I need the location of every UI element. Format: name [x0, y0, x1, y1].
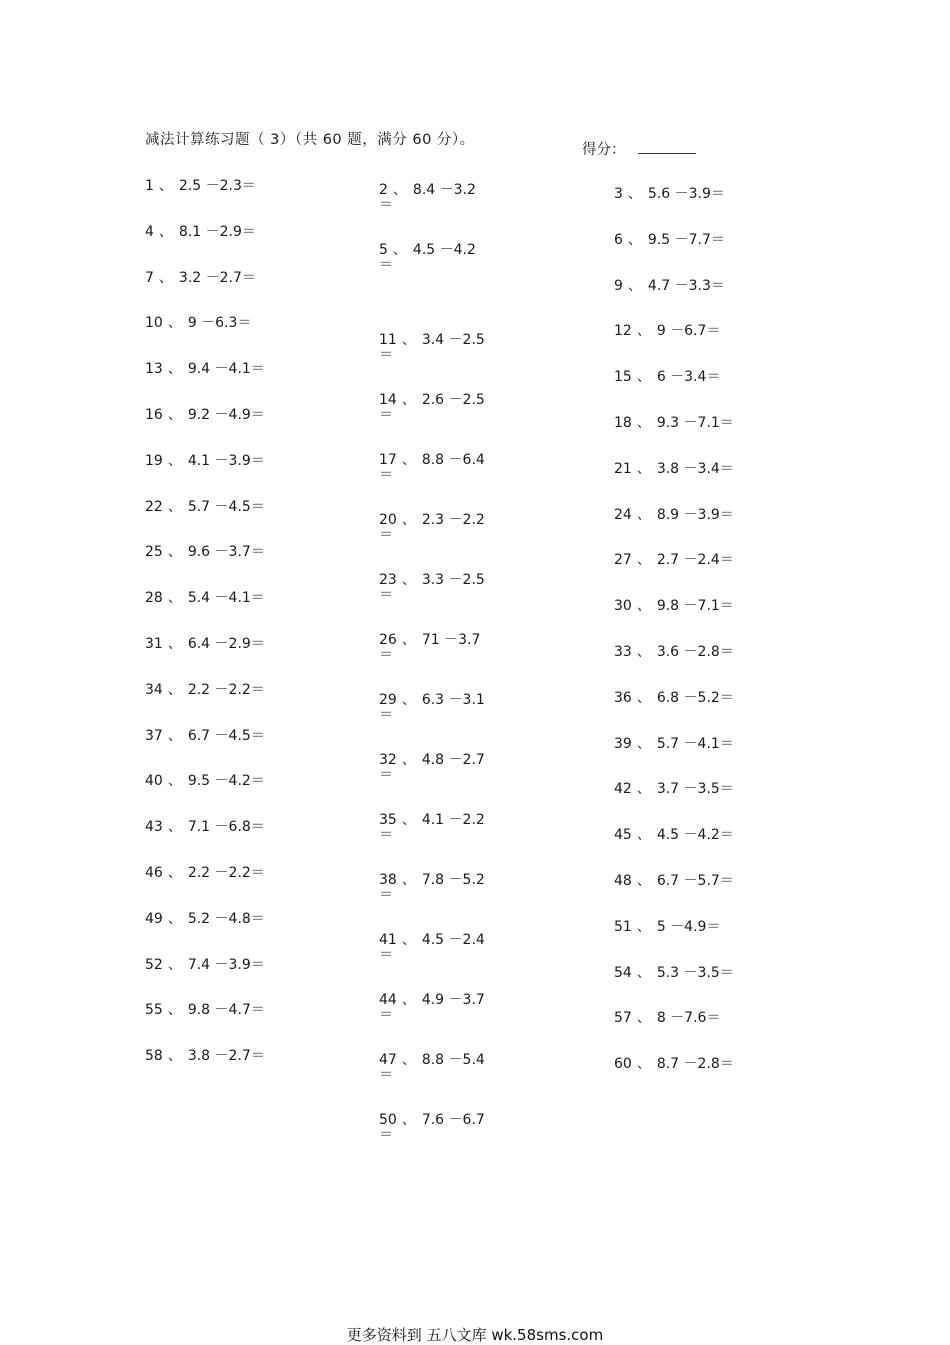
problem-expression: 3.2 －2.7＝ — [178, 270, 256, 286]
problem-number: 58 — [145, 1048, 163, 1064]
problem-expression: 3.7 －3.5＝ — [656, 781, 734, 797]
problem-expression: 7.8 －5.2 — [421, 872, 485, 888]
problem-number: 38 — [379, 872, 397, 888]
problem-item — [145, 728, 265, 744]
problem-separator: 、 — [636, 827, 651, 843]
problem-expression: 8.4 －3.2 — [412, 182, 476, 198]
problem-expression: 9 －6.7＝ — [656, 323, 721, 339]
problem-separator: 、 — [167, 499, 182, 515]
problem-separator: 、 — [167, 407, 182, 423]
problem-number: 50 — [379, 1112, 397, 1128]
problem-number: 3 — [614, 186, 623, 202]
problem-number: 32 — [379, 752, 397, 768]
problem-number: 60 — [614, 1056, 632, 1072]
problem-separator: 、 — [636, 461, 651, 477]
problem-item — [614, 827, 734, 843]
problem-separator: 、 — [167, 544, 182, 560]
problem-equals: ＝ — [379, 1067, 393, 1083]
problem-expression: 9.3 －7.1＝ — [656, 415, 734, 431]
problem-expression: 9.5 －4.2＝ — [187, 773, 265, 789]
problem-separator: 、 — [158, 178, 173, 194]
problem-separator: 、 — [636, 919, 651, 935]
problem-number: 52 — [145, 957, 163, 973]
problem-separator: 、 — [636, 323, 651, 339]
problem-item — [145, 544, 265, 560]
problem-equals: ＝ — [379, 1007, 393, 1023]
problem-item — [145, 819, 265, 835]
problem-number: 16 — [145, 407, 163, 423]
problem-separator: 、 — [636, 736, 651, 752]
problem-expression: 6.7 －4.5＝ — [187, 728, 265, 744]
problem-number: 19 — [145, 453, 163, 469]
problem-expression: 6.7 －5.7＝ — [656, 873, 734, 889]
problem-separator: 、 — [401, 932, 416, 948]
problem-number: 41 — [379, 932, 397, 948]
problem-item — [379, 333, 485, 363]
problem-number: 45 — [614, 827, 632, 843]
problem-number: 33 — [614, 644, 632, 660]
problem-separator: 、 — [401, 452, 416, 468]
problem-separator: 、 — [636, 507, 651, 523]
problem-number: 55 — [145, 1002, 163, 1018]
problem-number: 24 — [614, 507, 632, 523]
problem-item — [145, 957, 265, 973]
problem-expression: 3.8 －3.4＝ — [656, 461, 734, 477]
problem-equals: ＝ — [379, 707, 393, 723]
problem-separator: 、 — [401, 392, 416, 408]
problem-item — [145, 1048, 265, 1064]
problem-item — [614, 598, 734, 614]
problem-separator: 、 — [401, 632, 416, 648]
problem-number: 29 — [379, 692, 397, 708]
problem-expression: 6.3 －3.1 — [421, 692, 485, 708]
problem-separator: 、 — [627, 232, 642, 248]
problem-expression: 5.7 －4.5＝ — [187, 499, 265, 515]
problem-separator: 、 — [167, 682, 182, 698]
problem-expression: 6.4 －2.9＝ — [187, 636, 265, 652]
problem-separator: 、 — [636, 415, 651, 431]
problem-item — [379, 753, 485, 783]
problem-item — [145, 682, 265, 698]
problem-number: 9 — [614, 278, 623, 294]
problem-number: 15 — [614, 369, 632, 385]
problem-expression: 4.5 －4.2 — [412, 242, 476, 258]
problem-equals: ＝ — [379, 1127, 393, 1143]
problem-expression: 2.2 －2.2＝ — [187, 865, 265, 881]
problem-equals: ＝ — [379, 407, 393, 423]
problem-separator: 、 — [636, 1056, 651, 1072]
problem-separator: 、 — [627, 278, 642, 294]
score-field — [582, 138, 696, 159]
problem-separator: 、 — [401, 752, 416, 768]
problem-separator: 、 — [401, 332, 416, 348]
problem-number: 2 — [379, 182, 388, 198]
problem-equals: ＝ — [379, 767, 393, 783]
problem-item — [614, 644, 734, 660]
problem-item — [145, 224, 256, 240]
problem-item — [379, 1113, 485, 1143]
problem-equals: ＝ — [379, 257, 393, 273]
problem-separator: 、 — [167, 865, 182, 881]
problem-expression: 6 －3.4＝ — [656, 369, 721, 385]
problem-number: 5 — [379, 242, 388, 258]
problem-expression: 8 －7.6＝ — [656, 1010, 721, 1026]
problem-item — [614, 1010, 720, 1026]
problem-expression: 3.8 －2.7＝ — [187, 1048, 265, 1064]
problem-expression: 4.1 －3.9＝ — [187, 453, 265, 469]
problem-separator: 、 — [636, 644, 651, 660]
problem-separator: 、 — [167, 361, 182, 377]
problem-item — [614, 323, 720, 339]
problem-expression: 9.8 －4.7＝ — [187, 1002, 265, 1018]
score-blank — [638, 141, 696, 154]
problem-expression: 2.3 －2.2 — [421, 512, 485, 528]
problem-equals: ＝ — [379, 527, 393, 543]
problem-expression: 5.2 －4.8＝ — [187, 911, 265, 927]
problem-separator: 、 — [167, 590, 182, 606]
problem-item — [379, 873, 485, 903]
problem-separator: 、 — [636, 369, 651, 385]
problem-item — [379, 1053, 485, 1083]
problem-separator: 、 — [636, 873, 651, 889]
problem-number: 18 — [614, 415, 632, 431]
problem-separator: 、 — [167, 636, 182, 652]
problem-expression: 6.8 －5.2＝ — [656, 690, 734, 706]
problem-expression: 2.5 －2.3＝ — [178, 178, 256, 194]
problem-item — [614, 415, 734, 431]
problem-expression: 5.7 －4.1＝ — [656, 736, 734, 752]
problem-item — [379, 453, 485, 483]
problem-item — [614, 186, 725, 202]
problem-expression: 8.7 －2.8＝ — [656, 1056, 734, 1072]
problem-expression: 2.6 －2.5 — [421, 392, 485, 408]
problem-separator: 、 — [167, 957, 182, 973]
problem-expression: 8.8 －5.4 — [421, 1052, 485, 1068]
problem-number: 23 — [379, 572, 397, 588]
problem-separator: 、 — [401, 1052, 416, 1068]
problem-separator: 、 — [636, 598, 651, 614]
problem-item — [379, 393, 485, 423]
problem-separator: 、 — [401, 992, 416, 1008]
problem-item — [145, 315, 251, 331]
problem-expression: 5.3 －3.5＝ — [656, 965, 734, 981]
problem-separator: 、 — [167, 911, 182, 927]
problem-expression: 71 －3.7 — [421, 632, 481, 648]
problem-number: 51 — [614, 919, 632, 935]
problem-item — [614, 965, 734, 981]
problem-expression: 2.7 －2.4＝ — [656, 552, 734, 568]
problem-expression: 4.5 －2.4 — [421, 932, 485, 948]
problem-number: 6 — [614, 232, 623, 248]
problem-number: 31 — [145, 636, 163, 652]
problem-expression: 4.8 －2.7 — [421, 752, 485, 768]
problem-item — [145, 865, 265, 881]
problem-number: 1 — [145, 178, 154, 194]
problem-expression: 5 －4.9＝ — [656, 919, 721, 935]
problem-number: 4 — [145, 224, 154, 240]
problem-expression: 9.8 －7.1＝ — [656, 598, 734, 614]
problem-expression: 9.4 －4.1＝ — [187, 361, 265, 377]
problem-separator: 、 — [167, 453, 182, 469]
problem-number: 54 — [614, 965, 632, 981]
problem-expression: 9 －6.3＝ — [187, 315, 252, 331]
problem-item — [614, 552, 734, 568]
problem-expression: 7.6 －6.7 — [421, 1112, 485, 1128]
problem-expression: 3.4 －2.5 — [421, 332, 485, 348]
problem-expression: 9.2 －4.9＝ — [187, 407, 265, 423]
problem-item — [379, 513, 485, 543]
problem-separator: 、 — [158, 270, 173, 286]
problem-equals: ＝ — [379, 347, 393, 363]
problem-expression: 5.4 －4.1＝ — [187, 590, 265, 606]
problem-expression: 8.9 －3.9＝ — [656, 507, 734, 523]
problem-item — [145, 407, 265, 423]
problem-equals: ＝ — [379, 587, 393, 603]
problem-number: 42 — [614, 781, 632, 797]
problem-item — [145, 773, 265, 789]
problem-number: 7 — [145, 270, 154, 286]
problem-equals: ＝ — [379, 887, 393, 903]
problem-expression: 9.5 －7.7＝ — [647, 232, 725, 248]
problem-number: 27 — [614, 552, 632, 568]
problem-number: 36 — [614, 690, 632, 706]
problem-item — [379, 633, 480, 663]
problem-number: 28 — [145, 590, 163, 606]
problem-item — [379, 813, 485, 843]
problem-item — [145, 453, 265, 469]
score-label: 得分： — [582, 142, 626, 158]
problem-item — [145, 911, 265, 927]
problem-number: 35 — [379, 812, 397, 828]
footer-source: 更多资料到 五八文库 wk.58sms.com — [346, 1326, 604, 1344]
problem-expression: 3.6 －2.8＝ — [656, 644, 734, 660]
problem-separator: 、 — [167, 1048, 182, 1064]
problem-expression: 7.4 －3.9＝ — [187, 957, 265, 973]
problem-separator: 、 — [392, 242, 407, 258]
problem-item — [379, 693, 485, 723]
problem-number: 46 — [145, 865, 163, 881]
problem-number: 11 — [379, 332, 397, 348]
problem-number: 49 — [145, 911, 163, 927]
problem-number: 21 — [614, 461, 632, 477]
problem-separator: 、 — [167, 819, 182, 835]
problem-number: 26 — [379, 632, 397, 648]
problem-expression: 2.2 －2.2＝ — [187, 682, 265, 698]
problem-number: 39 — [614, 736, 632, 752]
problem-item — [379, 933, 485, 963]
problem-number: 37 — [145, 728, 163, 744]
problem-separator: 、 — [627, 186, 642, 202]
problem-number: 13 — [145, 361, 163, 377]
problem-separator: 、 — [401, 1112, 416, 1128]
problem-item — [145, 1002, 265, 1018]
problem-item — [145, 590, 265, 606]
problem-separator: 、 — [636, 690, 651, 706]
problem-expression: 8.1 －2.9＝ — [178, 224, 256, 240]
problem-number: 25 — [145, 544, 163, 560]
problem-number: 40 — [145, 773, 163, 789]
problem-separator: 、 — [401, 512, 416, 528]
problem-number: 10 — [145, 315, 163, 331]
problem-item — [614, 781, 734, 797]
problem-number: 17 — [379, 452, 397, 468]
problem-separator: 、 — [401, 572, 416, 588]
problem-expression: 4.1 －2.2 — [421, 812, 485, 828]
problem-separator: 、 — [636, 781, 651, 797]
problem-item — [379, 183, 476, 213]
problem-separator: 、 — [636, 965, 651, 981]
problem-separator: 、 — [636, 552, 651, 568]
problem-expression: 8.8 －6.4 — [421, 452, 485, 468]
problem-separator: 、 — [167, 773, 182, 789]
problem-separator: 、 — [167, 728, 182, 744]
problem-number: 20 — [379, 512, 397, 528]
problem-separator: 、 — [167, 1002, 182, 1018]
problem-number: 30 — [614, 598, 632, 614]
problem-item — [614, 873, 734, 889]
problem-item — [614, 690, 734, 706]
problem-item — [614, 369, 720, 385]
problem-number: 22 — [145, 499, 163, 515]
problem-number: 34 — [145, 682, 163, 698]
worksheet-title: 减法计算练习题（ 3）（共 60 题，满分 60 分）。 — [145, 132, 475, 148]
problem-expression: 9.6 －3.7＝ — [187, 544, 265, 560]
problem-item — [145, 270, 256, 286]
problem-item — [379, 993, 485, 1023]
problem-item — [614, 232, 725, 248]
problem-separator: 、 — [401, 812, 416, 828]
problem-number: 44 — [379, 992, 397, 1008]
problem-equals: ＝ — [379, 647, 393, 663]
problem-number: 48 — [614, 873, 632, 889]
problem-item — [145, 361, 265, 377]
problem-expression: 5.6 －3.9＝ — [647, 186, 725, 202]
problem-equals: ＝ — [379, 947, 393, 963]
problem-number: 57 — [614, 1010, 632, 1026]
problem-item — [614, 507, 734, 523]
problem-separator: 、 — [392, 182, 407, 198]
problem-separator: 、 — [636, 1010, 651, 1026]
problem-expression: 3.3 －2.5 — [421, 572, 485, 588]
problem-separator: 、 — [167, 315, 182, 331]
problem-item — [614, 461, 734, 477]
problem-number: 47 — [379, 1052, 397, 1068]
problem-separator: 、 — [401, 872, 416, 888]
problem-separator: 、 — [401, 692, 416, 708]
problem-separator: 、 — [158, 224, 173, 240]
problem-item — [379, 243, 476, 273]
problem-expression: 7.1 －6.8＝ — [187, 819, 265, 835]
problem-expression: 4.7 －3.3＝ — [647, 278, 725, 294]
problem-equals: ＝ — [379, 467, 393, 483]
problem-item — [614, 278, 725, 294]
problem-item — [145, 636, 265, 652]
problem-item — [614, 736, 734, 752]
problem-item — [379, 573, 485, 603]
problem-number: 12 — [614, 323, 632, 339]
problem-item — [614, 919, 720, 935]
problem-item — [614, 1056, 734, 1072]
problem-item — [145, 499, 265, 515]
problem-expression: 4.9 －3.7 — [421, 992, 485, 1008]
problem-expression: 4.5 －4.2＝ — [656, 827, 734, 843]
problem-equals: ＝ — [379, 827, 393, 843]
problem-number: 14 — [379, 392, 397, 408]
problem-number: 43 — [145, 819, 163, 835]
problem-item — [145, 178, 256, 194]
problem-equals: ＝ — [379, 197, 393, 213]
